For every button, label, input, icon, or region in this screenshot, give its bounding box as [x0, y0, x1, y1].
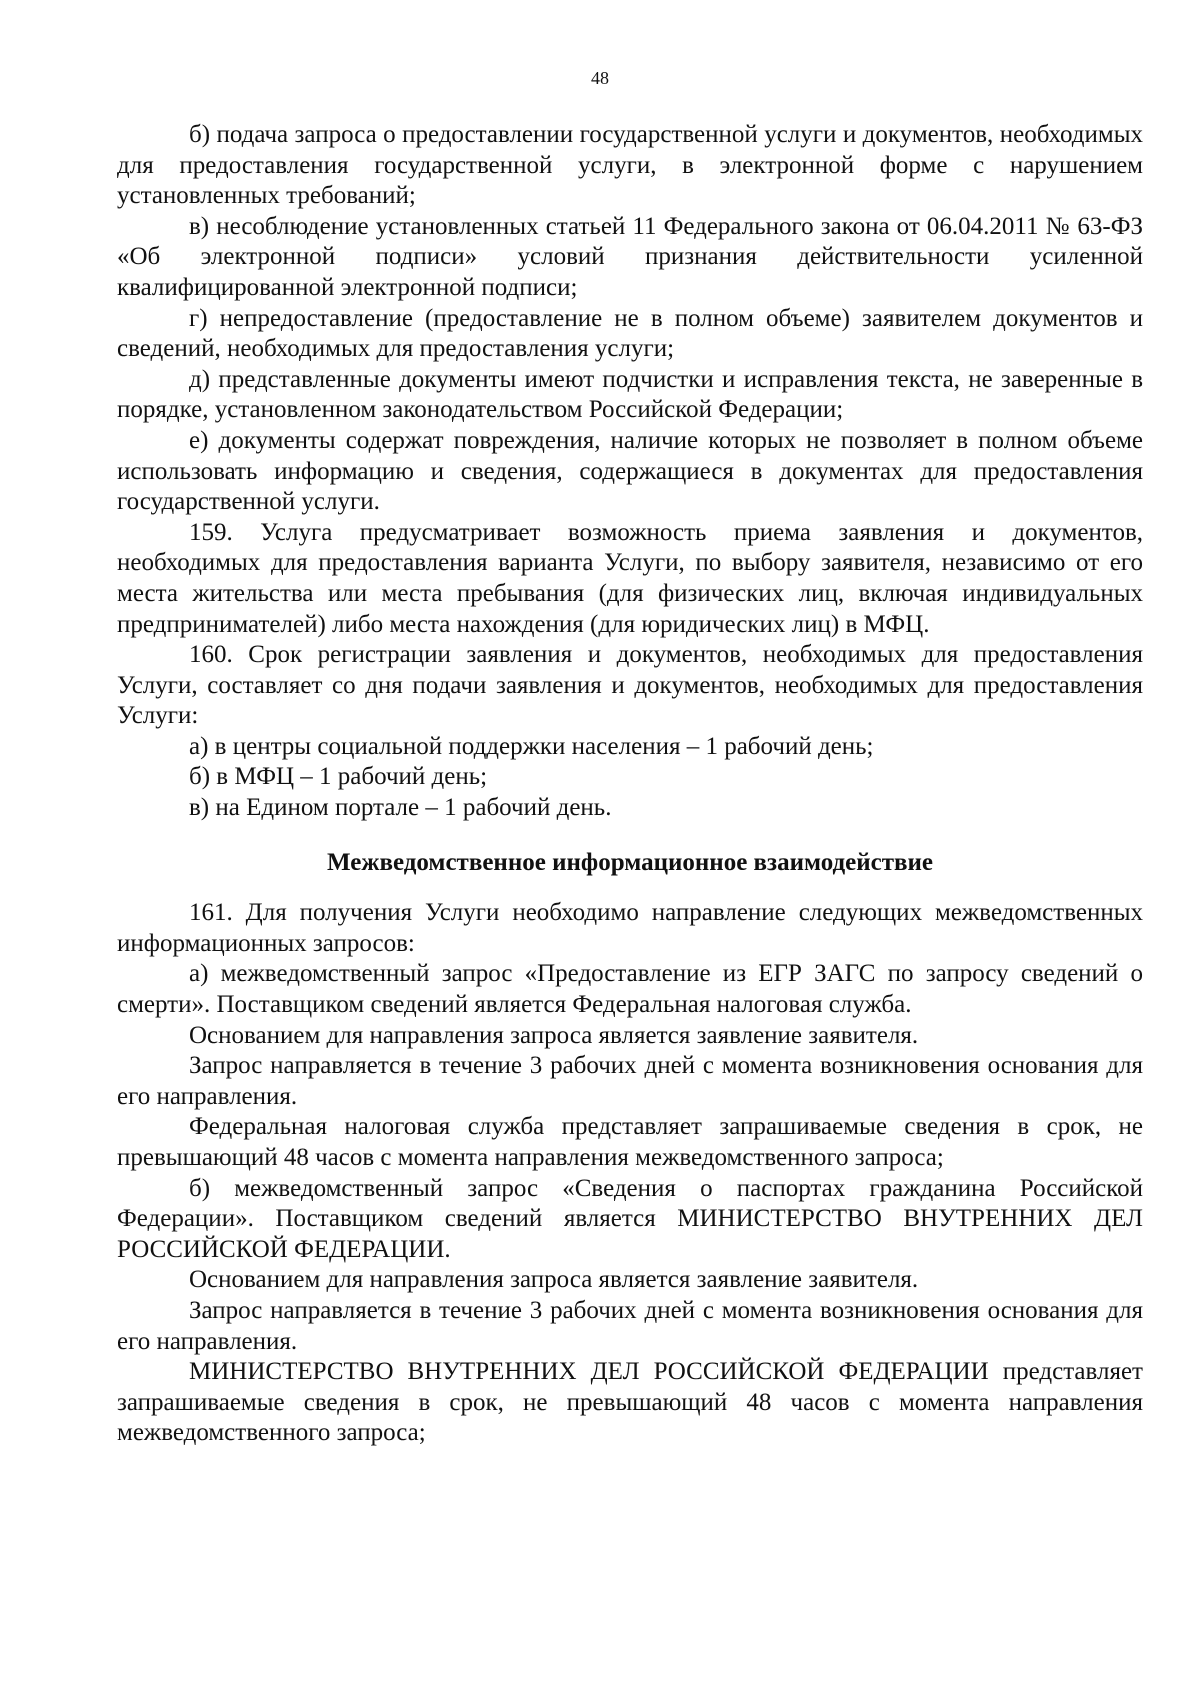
paragraph-161: 161. Для получения Услуги необходимо направление следующих межведомственных информационных запросов:	[117, 899, 1143, 957]
paragraph-e-damage: е) документы содержат повреждения, наличие которых не позволяет в полном объеме использовать информацию и сведения, содержащиеся в документах для предоставления государственной услуги.	[117, 426, 1143, 516]
paragraph-161-a-basis: Основанием для направления запроса является заявление заявителя.	[189, 1021, 919, 1049]
section-heading: Межведомственное информационное взаимодействие	[327, 848, 933, 876]
paragraph-v-signature: в) несоблюдение установленных статьей 11 Федерального закона от 06.04.2011 № 63-ФЗ «Об электронной подписи» условий признания действительности усиленной квалифицированной электронной подписи;	[117, 212, 1143, 301]
paragraph-161-b: б) межведомственный запрос «Сведения о паспортах гражданина Российской Федерации». Поставщиком сведений является МИНИСТЕРСТВО ВНУТРЕННИХ ДЕЛ РОССИЙСКОЙ ФЕДЕРАЦИИ.	[117, 1174, 1143, 1263]
paragraph-161-a-timing: Запрос направляется в течение 3 рабочих дней с момента возникновения основания для его направления.	[117, 1052, 1143, 1110]
paragraph-161-a-response: Федеральная налоговая служба представляет запрашиваемые сведения в срок, не превышающий 48 часов с момента направления межведомственного запроса;	[117, 1113, 1143, 1171]
paragraph-160: 160. Срок регистрации заявления и документов, необходимых для предоставления Услуги, составляет со дня подачи заявления и документов, необходимых для предоставления Услуги:	[117, 641, 1143, 730]
paragraph-160-b: б) в МФЦ – 1 рабочий день;	[189, 763, 488, 791]
paragraph-161-b-response: МИНИСТЕРСТВО ВНУТРЕННИХ ДЕЛ РОССИЙСКОЙ ФЕДЕРАЦИИ представляет запрашиваемые сведения в срок, не превышающий 48 часов с момента направления межведомственного запроса;	[117, 1358, 1143, 1447]
paragraph-159: 159. Услуга предусматривает возможность приема заявления и документов, необходимых для предоставления варианта Услуги, по выбору заявителя, независимо от его места жительства или места пребывания (для физических лиц, включая индивидуальных предпринимателей) либо места нахождения (для юридических лиц) в МФЦ.	[117, 518, 1143, 638]
page-number: 48	[591, 68, 609, 88]
paragraph-b-request-violation: б) подача запроса о предоставлении государственной услуги и документов, необходимых для предоставления государственной услуги, в электронной форме с нарушением установленных требований;	[117, 121, 1143, 210]
paragraph-161-b-basis: Основанием для направления запроса является заявление заявителя.	[189, 1266, 919, 1294]
paragraph-160-v: в) на Едином портале – 1 рабочий день.	[189, 794, 612, 822]
paragraph-g-documents: г) непредоставление (предоставление не в полном объеме) заявителем документов и сведений, необходимых для предоставления услуги;	[117, 304, 1143, 363]
paragraph-d-corrections: д) представленные документы имеют подчистки и исправления текста, не заверенные в порядке, установленном законодательством Российской Федерации;	[117, 365, 1143, 424]
document-body	[117, 120, 1143, 1449]
paragraph-161-a: а) межведомственный запрос «Предоставление из ЕГР ЗАГС по запросу сведений о смерти». Поставщиком сведений является Федеральная налоговая служба.	[117, 960, 1143, 1019]
paragraph-161-b-timing: Запрос направляется в течение 3 рабочих дней с момента возникновения основания для его направления.	[117, 1296, 1143, 1355]
paragraph-160-a: а) в центры социальной поддержки населения – 1 рабочий день;	[189, 732, 874, 760]
